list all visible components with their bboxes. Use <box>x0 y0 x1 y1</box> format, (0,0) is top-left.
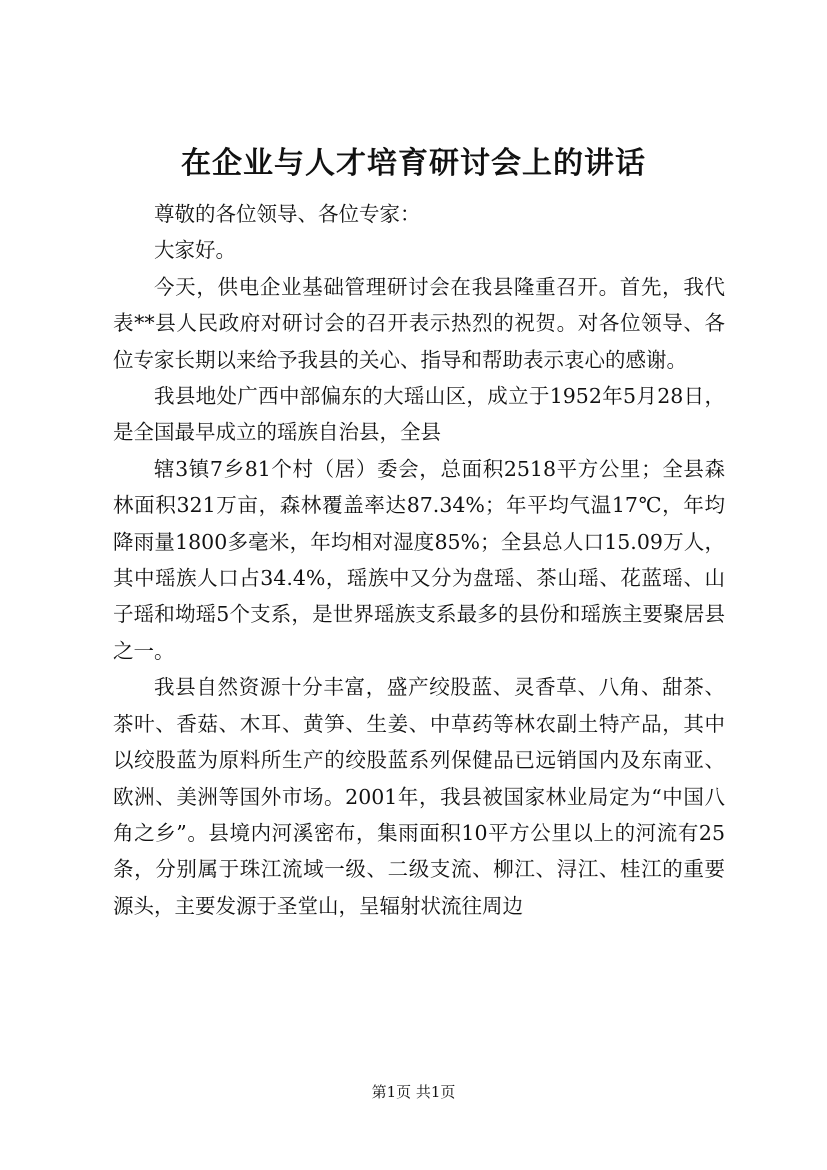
paragraph-resources: 我县自然资源十分丰富，盛产绞股蓝、灵香草、八角、甜茶、茶叶、香菇、木耳、黄笋、生姜、中草药等林农副土特产品，其中以绞股蓝为原料所生产的绞股蓝系列保健品已远销国内及东南亚、欧洲、美洲等国外市场。2001年，我县被国家林业局定为“中国八角之乡”。县境内河溪密布，集雨面积10平方公里以上的河流有25条，分别属于珠江流域一级、二级支流、柳江、浔江、桂江的重要源头，主要发源于圣堂山，呈辐射状流往周边 <box>113 675 725 918</box>
paragraph-location: 我县地处广西中部偏东的大瑶山区，成立于1952年5月28日，是全国最早成立的瑶族自治县，全县 <box>113 384 725 445</box>
document-body <box>113 196 725 924</box>
page-footer: 第1页 共1页 <box>371 1083 456 1101</box>
paragraph-statistics: 辖3镇7乡81个村（居）委会，总面积2518平方公里；全县森林面积321万亩，森林覆盖率达87.34%；年平均气温17℃，年均降雨量1800多毫米，年均相对湿度85%；全县总人口15.09万人，其中瑶族人口占34.4%，瑶族中又分为盘瑶、茶山瑶、花蓝瑶、山子瑶和坳瑶5个支系，是世界瑶族支系最多的县份和瑶族主要聚居县之一。 <box>113 456 725 663</box>
paragraph-opening: 今天，供电企业基础管理研讨会在我县隆重召开。首先，我代表**县人民政府对研讨会的召开表示热烈的祝贺。对各位领导、各位专家长期以来给予我县的关心、指导和帮助表示衷心的感谢。 <box>113 274 725 372</box>
document-title: 在企业与人才培育研讨会上的讲话 <box>181 146 646 181</box>
paragraph-salutation: 尊敬的各位领导、各位专家： <box>154 202 421 226</box>
paragraph-greeting: 大家好。 <box>154 238 236 263</box>
